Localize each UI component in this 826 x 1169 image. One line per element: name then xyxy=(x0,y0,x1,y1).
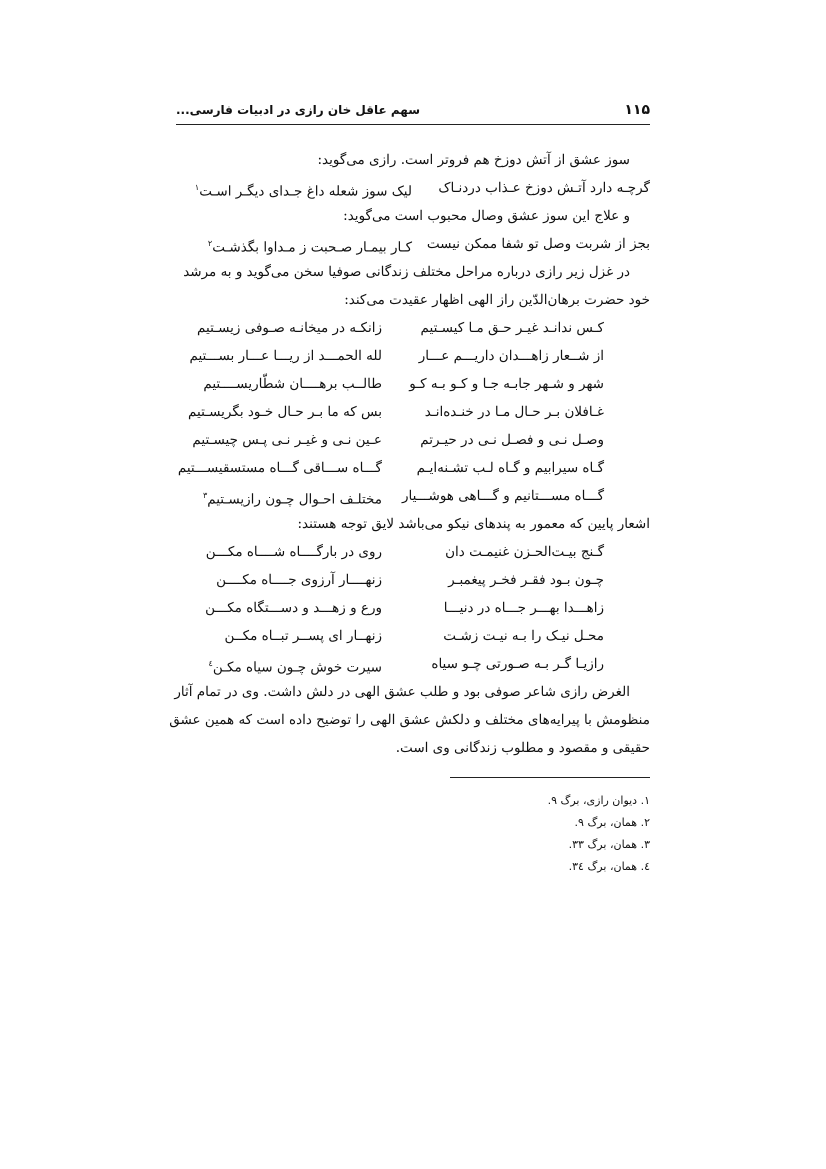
verse-couplet xyxy=(176,594,650,622)
hemistich: بس که ما بـر حـال خـود بگریسـتیم xyxy=(188,404,382,420)
hemistich: گـــاه مســـتانیم و گـــاهی هوشـــیار xyxy=(401,488,604,504)
footnotes xyxy=(176,790,650,878)
hemistich: طالــب برهــــان شطّاریســــتیم xyxy=(203,376,382,392)
hemistich: رازیـا گـر بـه صـورتی چـو سیاه xyxy=(431,656,604,672)
page-header xyxy=(176,100,650,125)
hemistich: زنهــــار آرزوی جــــاه مکــــن xyxy=(216,572,382,588)
footnote-ref: ۳ xyxy=(202,491,208,500)
footnote: ۲. همان، برگ ۹. xyxy=(574,816,650,829)
running-title: سهم عاقل خان رازی در ادبیات فارسی... xyxy=(176,103,420,117)
hemistich: زنهــار ای پســر تبــاه مکــن xyxy=(224,628,382,644)
hemistich xyxy=(203,482,382,510)
main-text xyxy=(169,146,650,762)
paragraph: در غزل زیر رازی درباره مراحل مختلف زندگانی صوفیا سخن می‌گوید و به مرشد xyxy=(183,264,630,280)
footnote-ref: ۱ xyxy=(194,183,200,192)
hemistich: زانکـه در میخانـه صـوفی زیسـتیم xyxy=(197,320,382,336)
hemistich-text: سیرت خوش چـون سیاه مکـن xyxy=(212,659,382,676)
ghazal-couplet xyxy=(176,454,650,482)
hemistich-text: مختلـف احـوال چـون رازیسـتیم xyxy=(207,491,382,508)
verse-couplet xyxy=(176,538,650,566)
page-number: ۱۱۵ xyxy=(624,102,650,118)
footnote-rule xyxy=(450,777,650,778)
hemistich: از شــعار زاهـــدان داریـــم عـــار xyxy=(418,348,604,364)
paragraph: خود حضرت برهان‌الدّین راز الهی اظهار عقیدت می‌کند: xyxy=(344,292,650,308)
ghazal-couplet xyxy=(176,482,650,510)
paragraph: و علاج این سوز عشق وصال محبوب است می‌گوید: xyxy=(343,208,630,224)
hemistich xyxy=(208,230,412,258)
hemistich: غـافلان بـر حـال مـا در خنـده‌انـد xyxy=(424,404,604,420)
hemistich: روی در بارگــــاه شــــاه مکـــن xyxy=(205,544,382,560)
hemistich: گـــاه ســـاقی گـــاه مستسقیســـتیم xyxy=(177,460,382,476)
ghazal-couplet xyxy=(176,398,650,426)
paragraph-line: الغرض رازی شاعر صوفی بود و طلب عشق الهی در دلش داشت. وی در تمام آثار xyxy=(174,684,630,700)
ghazal-couplet xyxy=(176,426,650,454)
hemistich: گـاه سیرابیم و گـاه لـب تشـنه‌ایـم xyxy=(416,460,604,476)
hemistich: بجز از شربت وصل تو شفا ممکن نیست xyxy=(426,236,650,252)
hemistich: لله الحمـــد از ریـــا عـــار بســـتیم xyxy=(189,348,382,364)
footnote: ۱. دیوان رازی، برگ ۹. xyxy=(547,794,650,807)
paragraph-line: منظومش با پیرایه‌های مختلف و دلکش عشق الهی را توضیح داده است که همین عشق xyxy=(169,712,650,728)
ghazal-couplet xyxy=(176,342,650,370)
verse-couplet xyxy=(176,230,650,258)
verse-couplet xyxy=(176,566,650,594)
footnote-ref: ۲ xyxy=(207,239,213,248)
paragraph: سوز عشق از آتش دوزخ هم فروتر است. رازی می‌گوید: xyxy=(317,152,630,168)
hemistich: شهر و شـهر جابـه جـا و کـو بـه کـو xyxy=(409,376,604,392)
hemistich xyxy=(209,650,382,678)
verse-couplet xyxy=(176,650,650,678)
hemistich: زاهـــدا بهـــر جـــاه در دنیـــا xyxy=(443,600,604,616)
ghazal-couplet xyxy=(176,314,650,342)
hemistich: ورع و زهـــد و دســـتگاه مکـــن xyxy=(205,600,382,616)
hemistich: گـنج بیـت‌الحـزن غنیمـت دان xyxy=(445,544,604,560)
footnote-ref: ٤ xyxy=(208,659,213,668)
hemistich-text: کـار بیمـار صـحبت ز مـداوا بگذشـت xyxy=(212,239,412,256)
hemistich: محـل نیـک را بـه نیـت زشـت xyxy=(443,628,604,644)
hemistich: کـس ندانـد غیـر حـق مـا کیسـتیم xyxy=(420,320,604,336)
footnote: ۳. همان، برگ ۳۳. xyxy=(568,838,650,851)
verse-couplet xyxy=(176,174,650,202)
hemistich: چـون بـود فقـر فخـر پیغمبـر xyxy=(448,572,604,588)
verse-couplet xyxy=(176,622,650,650)
hemistich: وصـل نـی و فصـل نـی در حیـرتم xyxy=(420,432,604,448)
hemistich xyxy=(195,174,412,202)
ghazal-couplet xyxy=(176,370,650,398)
paragraph: اشعار پایین که معمور به پندهای نیکو می‌باشد لایق توجه هستند: xyxy=(297,516,650,532)
hemistich: گرچـه دارد آتـش دوزخ عـذاب دردنـاک xyxy=(438,180,650,196)
footnote: ٤. همان، برگ ۳٤. xyxy=(568,860,650,873)
hemistich: عـین نـی و غیـر نـی پـس چیسـتیم xyxy=(192,432,382,448)
hemistich-text: لیک سوز شعله داغ جـدای دیگـر اسـت xyxy=(199,183,412,200)
paragraph-line: حقیقی و مقصود و مطلوب زندگانی وی است. xyxy=(395,740,650,756)
